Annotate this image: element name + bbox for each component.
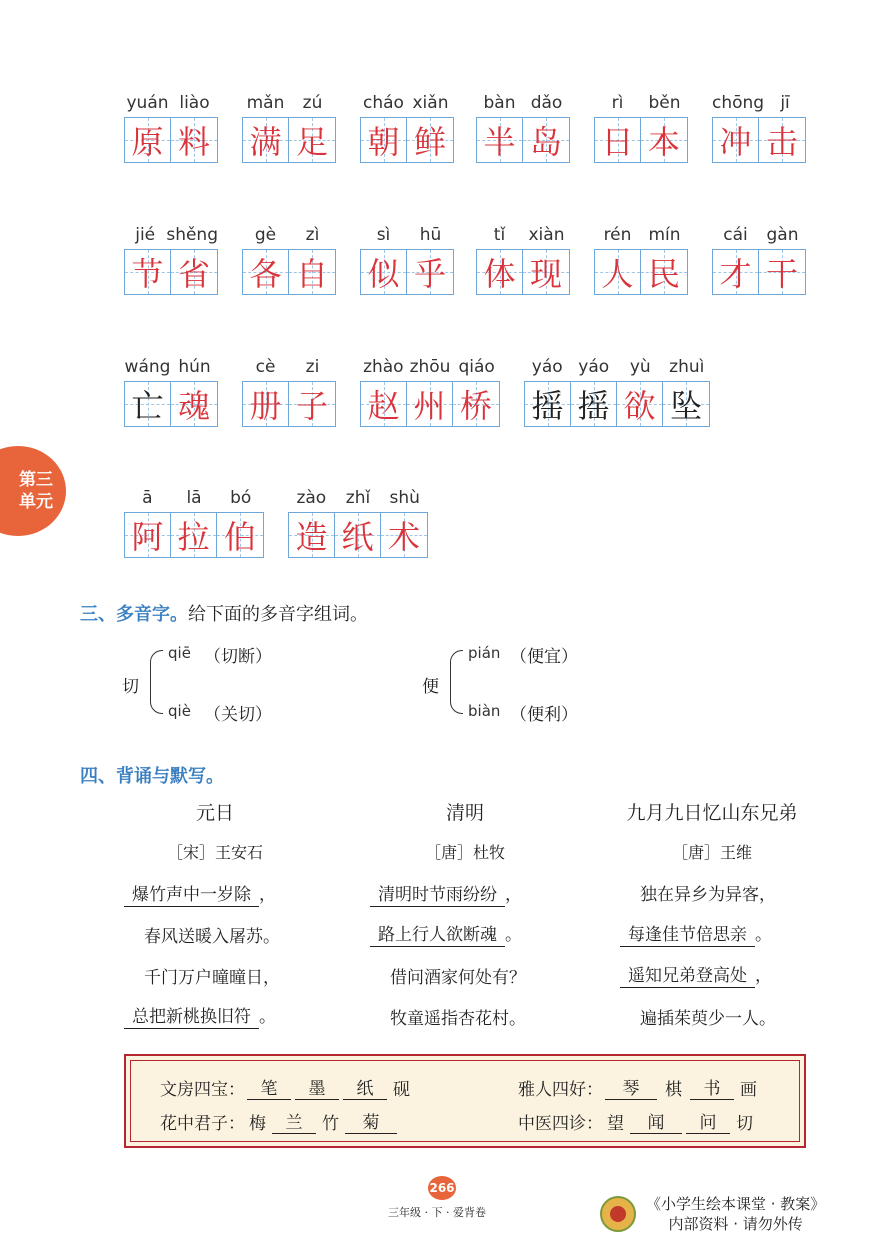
section3-desc: 给下面的多音字组词。 [188,604,368,625]
vocab-char: 坠 [669,387,702,425]
poem-title: 元日 [195,802,234,824]
footer-note-line1: 《小学生绘本课堂 · 教案》 [646,1195,826,1213]
tianzige-cell [243,250,289,294]
poly-word: （便利） [510,705,578,725]
vocab-char: 州 [413,387,446,425]
poly-pinyin: pián [468,644,501,662]
box-fill: 笔 [247,1074,291,1100]
vocab-pinyin [124,225,218,249]
vocab-char: 原 [131,123,164,161]
tianzige-cell [595,250,641,294]
box-fill: 兰 [272,1108,316,1134]
vocab-char: 岛 [529,123,562,161]
tianzige-grid [242,381,336,427]
vocab-char: 节 [131,255,164,293]
footer-subtitle: 三年级 · 下 · 爱背卷 [388,1206,486,1219]
punct: ， [505,885,522,905]
tianzige-cell [477,118,523,162]
tianzige-cell [523,118,569,162]
footer-note-line2: 内部资料 · 请勿外传 [668,1215,803,1233]
vocab-char: 体 [483,255,516,293]
tianzige-cell [525,382,571,426]
vocab-word [594,93,688,163]
pinyin-syllable: hū [419,225,442,245]
poly-pinyin: qiē [168,644,191,662]
pinyin-syllable: bó [230,488,252,508]
tianzige-grid [242,117,336,163]
vocab-char: 拉 [177,518,210,556]
vocab-word [476,93,570,163]
tianzige-cell [407,118,453,162]
vocab-pinyin [288,488,428,512]
tianzige-grid [288,512,428,558]
tianzige-grid [476,117,570,163]
section4-title: 四、背诵与默写。 [80,766,224,787]
pinyin-syllable: liào [179,93,210,113]
tianzige-grid [124,249,218,295]
box-fill: 画 [740,1080,757,1100]
poem-line [620,961,772,988]
vocab-char: 纸 [341,518,374,556]
vocab-char: 人 [601,255,634,293]
tianzige-cell [381,513,427,557]
vocab-char: 术 [387,518,420,556]
poem-line: 牧童遥指杏花村。 [390,1009,526,1029]
unit-tab-line1: 第三 [19,470,53,490]
tianzige-cell [453,382,499,426]
pinyin-syllable: yáo [531,357,563,377]
vocab-char: 省 [177,255,210,293]
pinyin-syllable: lā [186,488,202,508]
pinyin-syllable: rì [611,93,624,113]
tianzige-cell [289,118,335,162]
vocab-char: 鲜 [413,123,446,161]
tianzige-cell [361,250,407,294]
vocab-char: 才 [719,255,752,293]
pinyin-syllable: dǎo [530,93,563,113]
tianzige-cell [407,382,453,426]
box-fill: 闻 [630,1108,682,1134]
vocab-pinyin [712,225,806,249]
pinyin-syllable: bàn [483,93,516,113]
vocab-char: 足 [295,123,328,161]
tianzige-grid [594,249,688,295]
tianzige-cell [171,118,217,162]
vocab-word [242,93,336,163]
tianzige-cell [243,382,289,426]
pinyin-syllable: jī [780,93,790,113]
poem-answer: 每逢佳节倍思亲 [620,920,755,947]
box-fill: 墨 [295,1074,339,1100]
tianzige-cell [759,250,805,294]
vocab-pinyin [524,357,710,381]
tianzige-cell [663,382,709,426]
poem-answer: 总把新桃换旧符 [124,1002,259,1029]
vocab-word [476,225,570,295]
vocab-char: 现 [529,255,562,293]
tianzige-grid [524,381,710,427]
footer-note [646,1194,825,1234]
poem-answer: 爆竹声中一岁除 [124,880,259,907]
pinyin-syllable: yáo [578,357,610,377]
vocab-char: 欲 [623,387,656,425]
tianzige-cell [125,382,171,426]
punct: ， [755,966,772,986]
tianzige-grid [360,117,454,163]
tianzige-cell [617,382,663,426]
vocab-pinyin [476,225,570,249]
box-fill: 望 [607,1114,624,1134]
pinyin-syllable: wáng [124,357,171,377]
vocab-char: 似 [367,255,400,293]
poem-line [370,880,522,907]
pinyin-syllable: cái [723,225,748,245]
box-fill: 棋 [665,1080,682,1100]
vocab-char: 魂 [177,387,210,425]
vocab-pinyin [712,93,806,117]
box-label: 花中君子： [160,1114,245,1134]
vocab-char: 摇 [531,387,564,425]
tianzige-cell [125,118,171,162]
box-row-3 [160,1108,399,1134]
vocab-char: 阿 [131,518,164,556]
pinyin-syllable: mǎn [246,93,285,113]
tianzige-grid [124,512,264,558]
box-fill: 问 [686,1108,730,1134]
vocab-pinyin [360,357,500,381]
tianzige-cell [289,250,335,294]
pinyin-syllable: chōng [712,93,765,113]
pinyin-syllable: shěng [166,225,218,245]
vocab-pinyin [360,93,454,117]
punct: ， [259,885,276,905]
vocab-char: 各 [249,255,282,293]
pinyin-syllable: qiáo [458,357,495,377]
box-fill: 切 [736,1114,753,1134]
vocab-char: 日 [601,123,634,161]
poem-answer: 清明时节雨纷纷 [370,880,505,907]
vocab-pinyin [476,93,570,117]
tianzige-cell [171,513,217,557]
section3-title [80,600,368,626]
vocab-word [288,488,428,558]
vocab-pinyin [242,357,336,381]
poem-title: 清明 [445,802,484,824]
pinyin-syllable: yuán [126,93,169,113]
idiom-box [124,1054,806,1148]
poem-answer: 路上行人欲断魂 [370,920,505,947]
poem-line [124,1002,276,1029]
vocab-word [360,357,500,427]
logo-icon [600,1196,636,1232]
pinyin-syllable: gè [254,225,277,245]
vocab-word [242,357,336,427]
poem-author: ［宋］王安石 [166,843,263,862]
tianzige-cell [477,250,523,294]
vocab-word [124,488,264,558]
vocab-char: 满 [249,123,282,161]
vocab-word [242,225,336,295]
poem-line [124,880,276,907]
box-row-1 [160,1074,410,1100]
pinyin-syllable: hún [178,357,211,377]
vocab-word [360,93,454,163]
vocab-word [594,225,688,295]
box-fill: 砚 [393,1080,410,1100]
vocab-pinyin [124,93,218,117]
tianzige-cell [335,513,381,557]
tianzige-grid [476,249,570,295]
section3-heading: 三、多音字。 [80,604,188,625]
pinyin-syllable: zhǐ [345,488,371,508]
poem-author: ［唐］王维 [671,843,752,862]
pinyin-syllable: gàn [766,225,799,245]
tianzige-cell [595,118,641,162]
vocab-pinyin [124,488,264,512]
box-label: 中医四诊： [518,1114,603,1134]
box-fill: 梅 [249,1114,266,1134]
tianzige-cell [713,118,759,162]
tianzige-grid [124,117,218,163]
vocab-char: 朝 [367,123,400,161]
tianzige-grid [124,381,218,427]
box-fill: 琴 [605,1074,657,1100]
vocab-word [124,357,218,427]
vocab-word [124,93,218,163]
poem-line: 独在异乡为异客， [640,885,776,905]
vocab-pinyin [242,225,336,249]
pinyin-syllable: cè [255,357,276,377]
pinyin-syllable: sì [376,225,391,245]
vocab-word [712,225,806,295]
vocab-char: 料 [177,123,210,161]
tianzige-cell [125,513,171,557]
vocab-char: 亡 [131,387,164,425]
punct: 。 [259,1007,276,1027]
poem-line: 春风送暖入屠苏。 [144,927,280,947]
pinyin-syllable: běn [648,93,681,113]
unit-tab [0,446,66,536]
tianzige-cell [641,118,687,162]
brace-icon [150,650,163,714]
poem-line: 遍插茱萸少一人。 [640,1009,776,1029]
pinyin-syllable: xiàn [528,225,565,245]
pinyin-syllable: ā [142,488,153,508]
vocab-pinyin [242,93,336,117]
tianzige-cell [125,250,171,294]
vocab-word [712,93,806,163]
tianzige-cell [243,118,289,162]
punct: 。 [755,925,772,945]
tianzige-cell [713,250,759,294]
tianzige-cell [759,118,805,162]
pinyin-syllable: yù [629,357,651,377]
pinyin-syllable: xiǎn [412,93,449,113]
poly-pinyin: qiè [168,702,191,720]
poem-author: ［唐］杜牧 [424,843,505,862]
poly-word: （切断） [204,647,272,667]
pinyin-syllable: zhào [363,357,404,377]
vocab-char: 本 [647,123,680,161]
tianzige-cell [289,513,335,557]
pinyin-syllable: zi [305,357,320,377]
vocab-char: 民 [647,255,680,293]
vocab-char: 乎 [413,255,446,293]
tianzige-grid [712,249,806,295]
poem-line [620,920,772,947]
vocab-char: 击 [765,123,798,161]
tianzige-grid [242,249,336,295]
poly-word: （关切） [204,705,272,725]
box-row-2 [518,1074,757,1100]
vocab-char: 造 [295,518,328,556]
pinyin-syllable: zú [302,93,323,113]
pinyin-syllable: zhōu [409,357,451,377]
pinyin-syllable: zào [296,488,327,508]
vocab-pinyin [360,225,454,249]
vocab-word [524,357,710,427]
tianzige-cell [407,250,453,294]
box-fill: 纸 [343,1074,387,1100]
punct: 。 [505,925,522,945]
vocab-char: 冲 [719,123,752,161]
poem-line: 千门万户曈曈日， [144,968,280,988]
vocab-char: 自 [295,255,328,293]
pinyin-syllable: zhuì [669,357,705,377]
tianzige-cell [171,382,217,426]
vocab-char: 子 [295,387,328,425]
pinyin-syllable: zì [305,225,320,245]
tianzige-cell [217,513,263,557]
poly-char: 切 [122,677,139,697]
poem-answer: 遥知兄弟登高处 [620,961,755,988]
tianzige-cell [361,118,407,162]
box-label: 雅人四好： [518,1080,603,1100]
box-fill: 竹 [322,1114,339,1134]
tianzige-cell [289,382,335,426]
poly-word: （便宜） [510,647,578,667]
poem-line: 借问酒家何处有？ [390,968,526,988]
tianzige-cell [641,250,687,294]
vocab-word [124,225,218,295]
tianzige-grid [594,117,688,163]
tianzige-cell [523,250,569,294]
pinyin-syllable: jié [135,225,156,245]
poem-title: 九月九日忆山东兄弟 [626,802,798,824]
pinyin-syllable: tǐ [493,225,506,245]
pinyin-syllable: shù [389,488,420,508]
tianzige-grid [360,381,500,427]
vocab-pinyin [594,93,688,117]
box-fill: 书 [690,1074,734,1100]
vocab-char: 桥 [459,387,492,425]
pinyin-syllable: cháo [363,93,404,113]
tianzige-grid [360,249,454,295]
vocab-char: 赵 [367,387,400,425]
brace-icon [450,650,463,714]
box-fill: 菊 [345,1108,397,1134]
vocab-char: 伯 [223,518,256,556]
vocab-char: 册 [249,387,282,425]
tianzige-grid [712,117,806,163]
tianzige-cell [361,382,407,426]
vocab-pinyin [594,225,688,249]
poem-line [370,920,522,947]
poly-char: 便 [422,677,439,697]
poly-pinyin: biàn [468,702,501,720]
vocab-word [360,225,454,295]
vocab-pinyin [124,357,218,381]
unit-tab-line2: 单元 [19,492,53,512]
vocab-char: 干 [765,255,798,293]
tianzige-cell [171,250,217,294]
box-row-4 [518,1108,753,1134]
page-number: 266 [428,1176,456,1200]
vocab-char: 半 [483,123,516,161]
pinyin-syllable: mín [648,225,681,245]
pinyin-syllable: rén [603,225,632,245]
box-label: 文房四宝： [160,1080,245,1100]
tianzige-cell [571,382,617,426]
vocab-char: 摇 [577,387,610,425]
